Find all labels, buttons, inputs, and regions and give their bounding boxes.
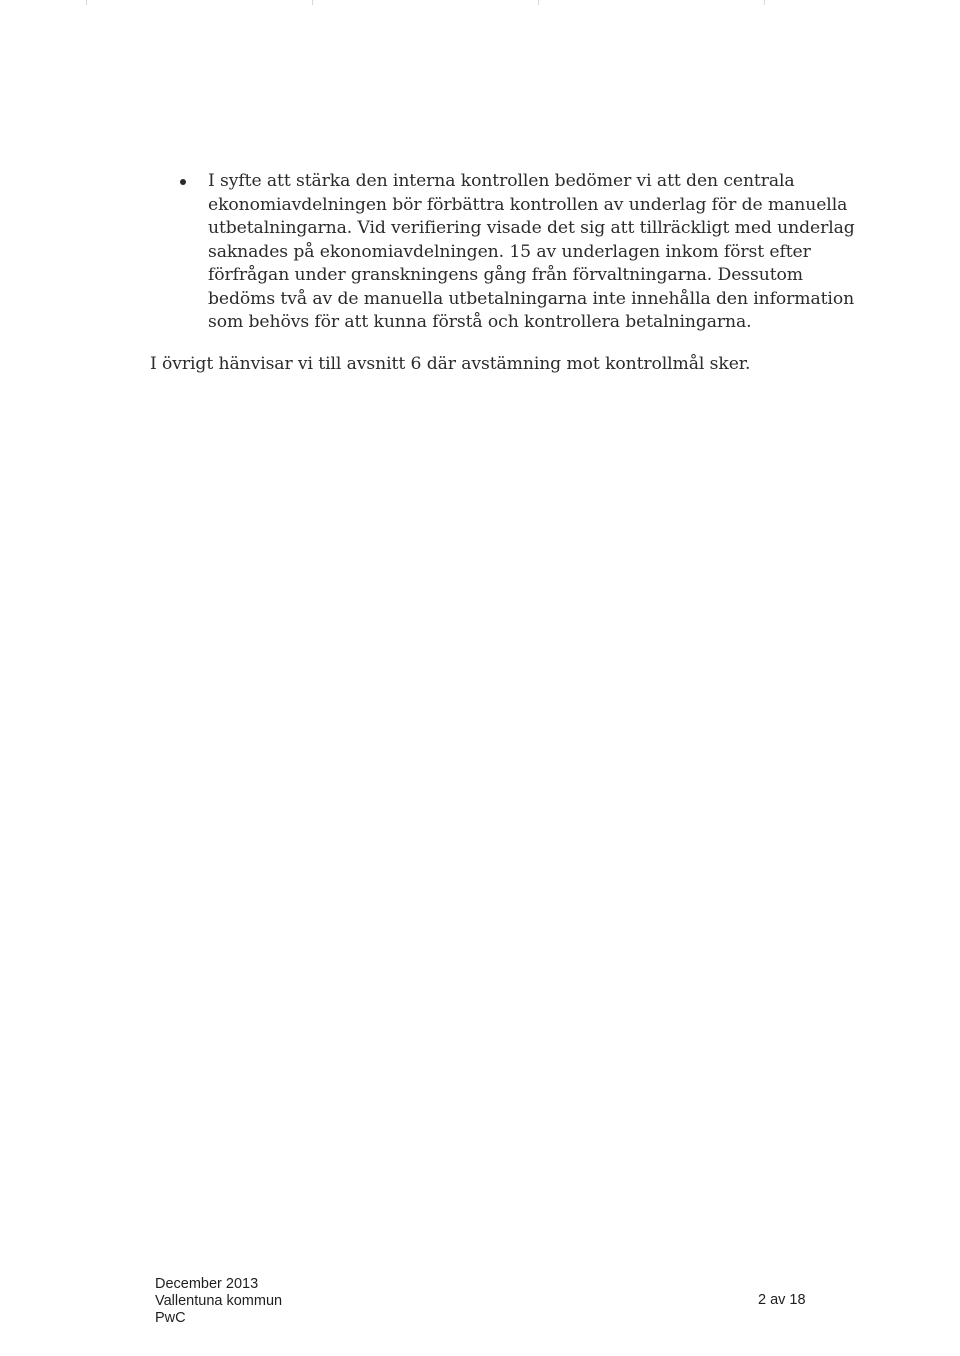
bullet-text-line: saknades på ekonomiavdelningen. 15 av underlagen inkom först efter xyxy=(208,241,811,262)
bullet-text-line: som behövs för att kunna förstå och kontrollera betalningarna. xyxy=(208,312,752,332)
bullet-text-line: I syfte att stärka den interna kontrollen bedömer vi att den centrala xyxy=(208,171,795,191)
scan-artifact xyxy=(764,0,765,5)
bullet-item xyxy=(180,170,855,335)
footer-date: December 2013 xyxy=(155,1276,259,1292)
bullet-text-line: ekonomiavdelningen bör förbättra kontrollen av underlag för de manuella xyxy=(208,194,848,215)
scan-artifact xyxy=(538,0,539,5)
bullet-dot-icon xyxy=(180,179,186,185)
footer-author: PwC xyxy=(155,1310,186,1326)
footer-organization: Vallentuna kommun xyxy=(155,1293,283,1309)
bullet-text-line: förfrågan under granskningens gång från förvaltningarna. Dessutom xyxy=(208,265,803,285)
scan-artifact xyxy=(86,0,87,5)
closing-paragraph: I övrigt hänvisar vi till avsnitt 6 där avstämning mot kontrollmål sker. xyxy=(150,354,751,374)
bullet-text-line: utbetalningarna. Vid verifiering visade det sig att tillräckligt med underlag xyxy=(208,218,855,238)
footer-page-number: 2 av 18 xyxy=(758,1292,806,1308)
scan-artifact xyxy=(312,0,313,5)
footer-info xyxy=(155,1276,282,1327)
bullet-list xyxy=(180,170,855,335)
bullet-text-line: bedöms två av de manuella utbetalningarna inte innehålla den information xyxy=(208,288,855,309)
